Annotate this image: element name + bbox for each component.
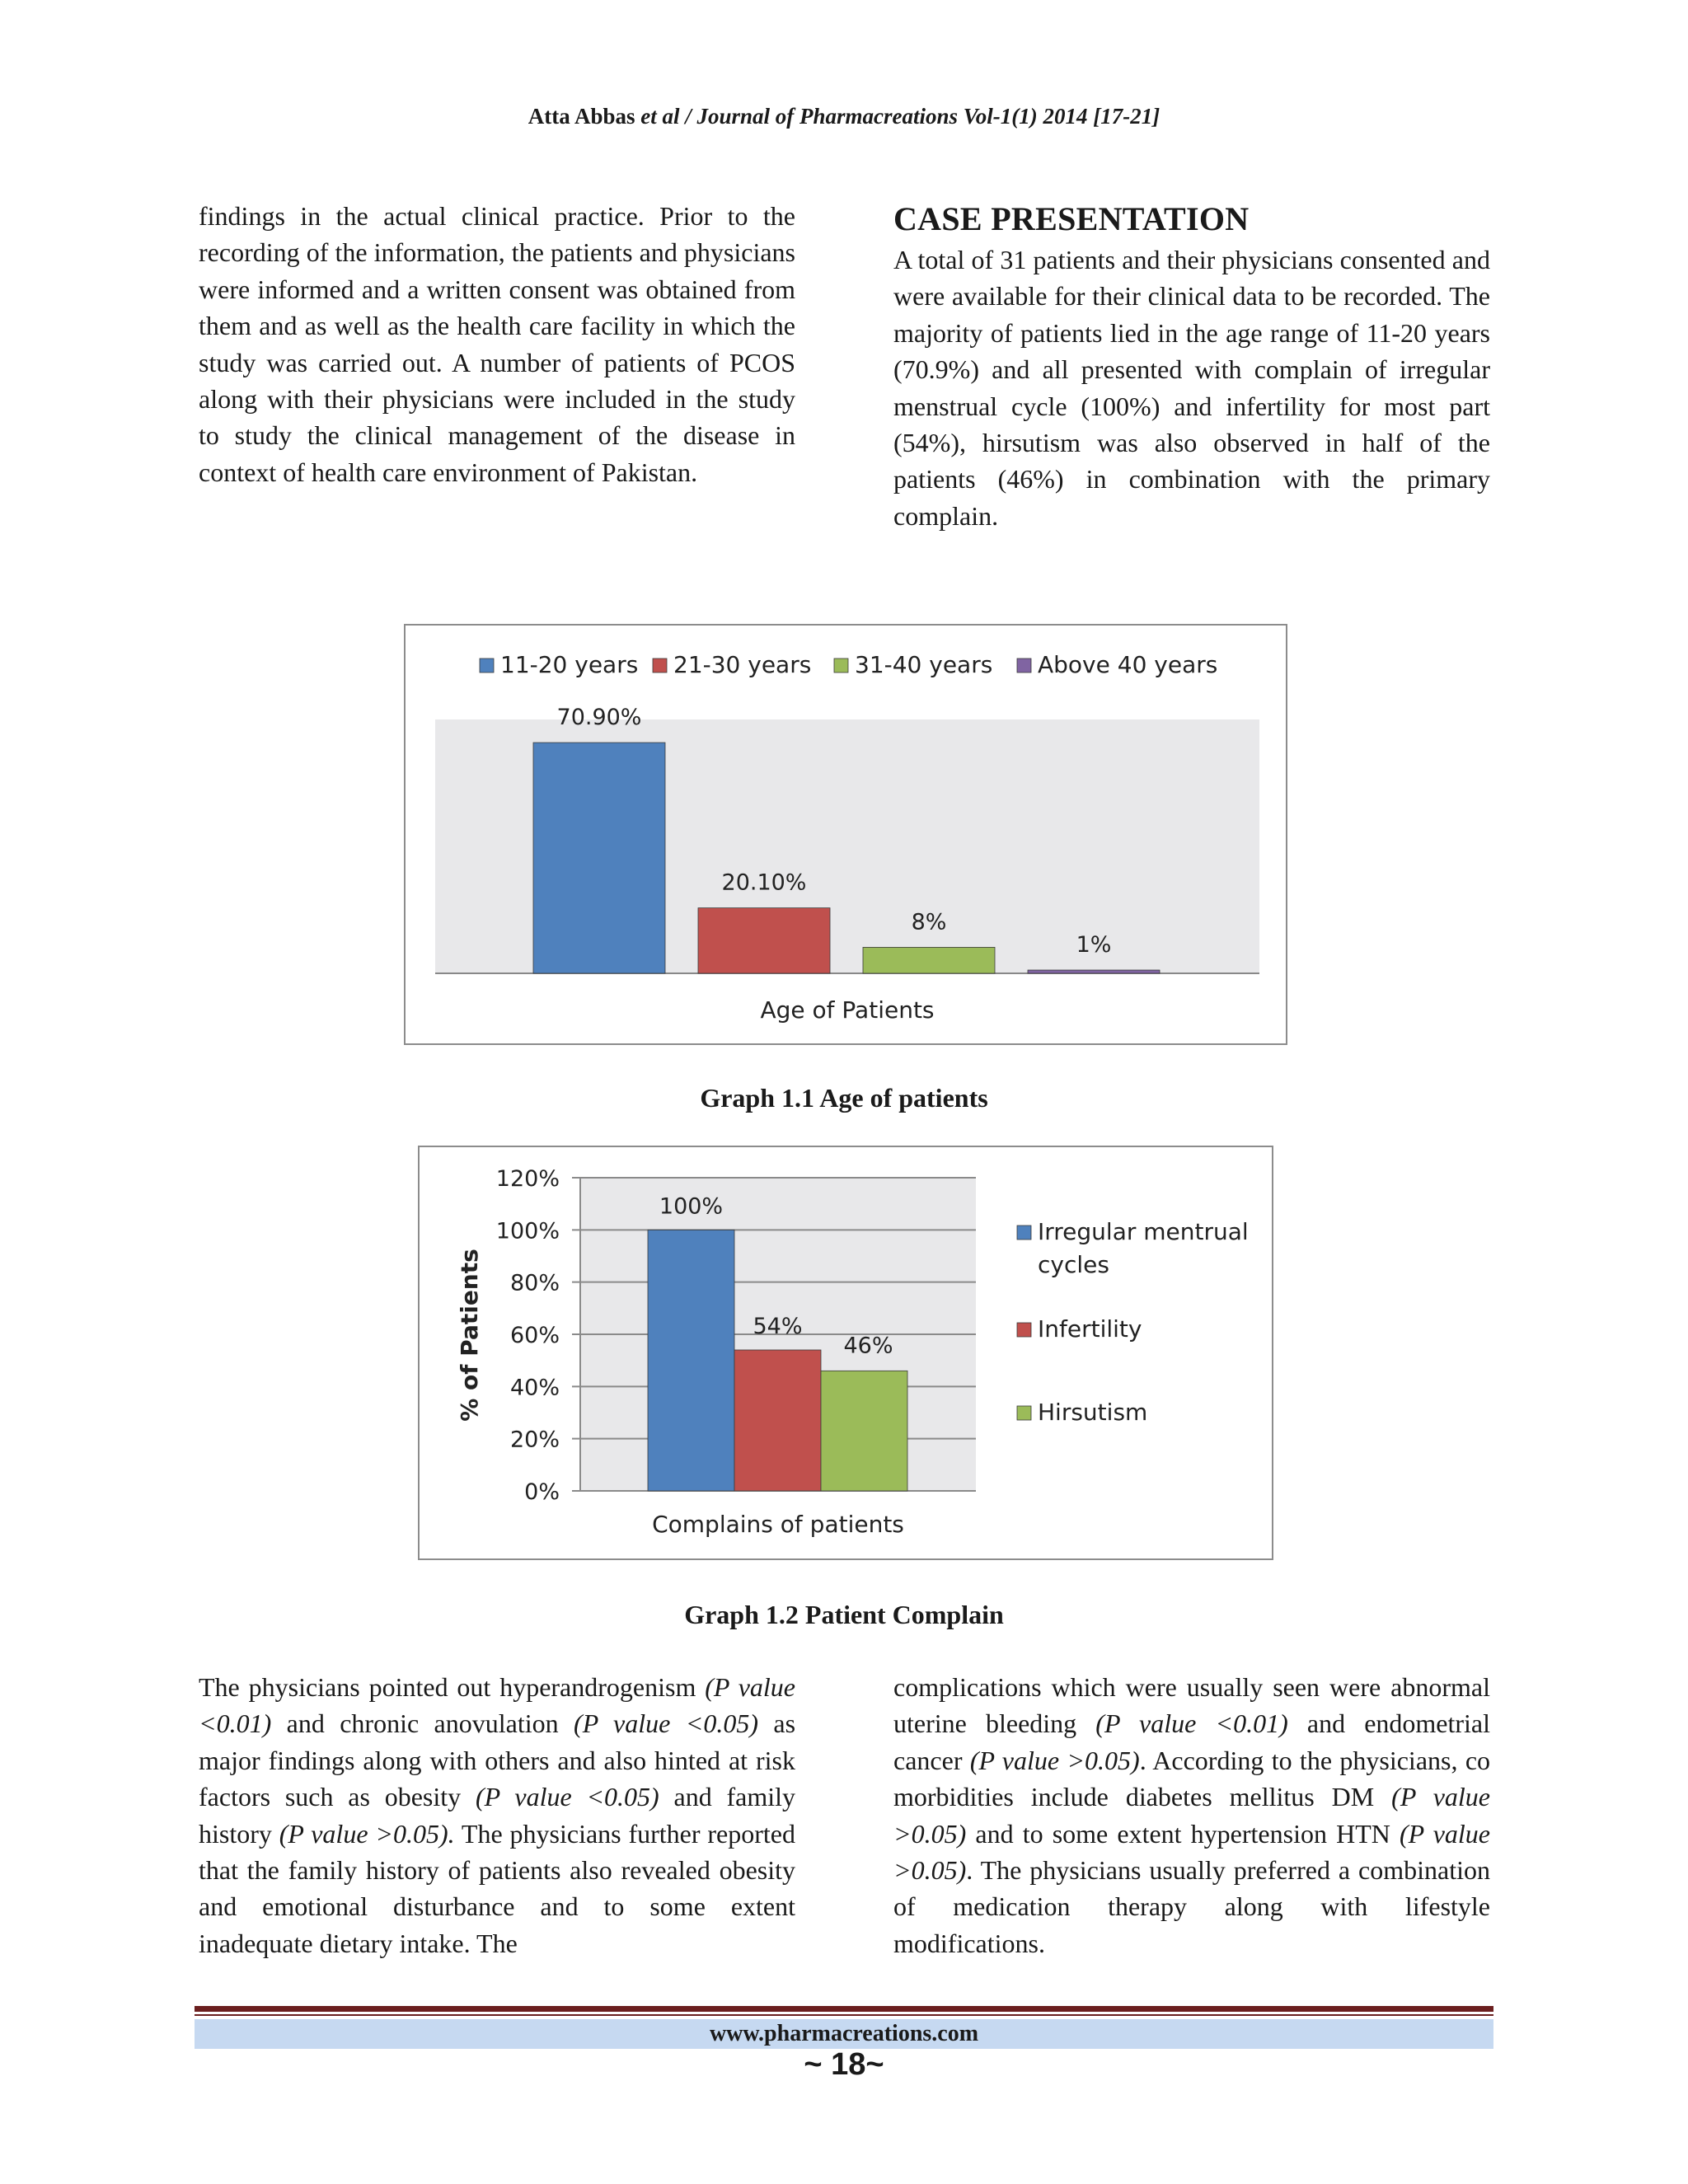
legend-label-1: 11-20 years (500, 651, 639, 678)
graph1-caption: Graph 1.1 Age of patients (700, 1083, 988, 1113)
legend-label-3: 31-40 years (855, 651, 993, 678)
y-tick-label: 80% (509, 1270, 560, 1296)
y-tick-label: 100% (495, 1218, 560, 1244)
legend-swatch-1 (480, 658, 494, 673)
age-chart-svg (406, 626, 1286, 1043)
data-label-1: 100% (659, 1193, 724, 1220)
left-column-top (199, 198, 795, 490)
legend-swatch-4 (1017, 658, 1031, 673)
complications-paragraph: complications which were usually seen were abnormal uterine bleeding (P value <0.01) and endometrial cancer (P value >0.05). According to the physicians, co morbidities include diabetes mellitus DM (P value >0.05) and to some extent hypertension HTN (P value >0.05). The physicians usually preferred a combination of medication therapy along with lifestyle modifications. (893, 1672, 1491, 1958)
header-journal: et al / Journal of Pharmacreations Vol-1(1) 2014 [17-21] (635, 104, 1160, 129)
bar-3 (821, 1371, 907, 1491)
physicians-findings-paragraph: The physicians pointed out hyperandrogenism (P value <0.01) and chronic anovulation (P value <0.05) as major findings along with others and also hinted at risk factors such as obesity (P value <0.05) and family history (P value >0.05). The physicians further reported that the family history of patients also revealed obesity and emotional disturbance and to some extent inadequate dietary intake. The (199, 1672, 796, 1958)
bar-4 (1028, 970, 1160, 973)
x-axis-title: Age of Patients (760, 996, 935, 1024)
intro-paragraph: findings in the actual clinical practice. Prior to the recording of the information, the patients and physicians were informed and a written consent was obtained from them and as well as the health care facility in which the study was carried out. A number of patients of PCOS along with their physicians were included in the study to study the clinical management of the disease in context of health care environment of Pakistan. (199, 201, 795, 487)
bar-1 (648, 1230, 734, 1491)
bar-2 (734, 1350, 821, 1491)
data-label-3: 46% (843, 1333, 893, 1359)
legend-swatch-3 (1017, 1406, 1031, 1420)
legend-label-3: Hirsutism (1038, 1399, 1148, 1426)
data-label-1: 70.90% (556, 705, 642, 731)
data-label-3: 8% (911, 909, 947, 935)
running-header (0, 104, 1688, 129)
footer-rule (195, 2006, 1493, 2012)
graph2-caption: Graph 1.2 Patient Complain (684, 1600, 1004, 1629)
legend-swatch-1 (1017, 1226, 1031, 1240)
legend-label-4: Above 40 years (1038, 651, 1218, 678)
legend-swatch-2 (1017, 1323, 1031, 1337)
bar-3 (863, 947, 995, 973)
y-tick-label: 0% (524, 1479, 560, 1505)
right-column-bottom (893, 1669, 1490, 1961)
data-label-2: 20.10% (721, 869, 807, 896)
age-chart (404, 624, 1287, 1045)
case-presentation-paragraph: A total of 31 patients and their physicians consented and were available for their clinical data to be recorded. The majority of patients lied in the age range of 11-20 years (70.9%) and all presented with complain of irregular menstrual cycle (100%) and infertility for most part (54%), hirsutism was also observed in half of the patients (46%) in combination with the primary complain. (893, 245, 1490, 531)
data-label-2: 54% (753, 1314, 803, 1339)
legend-label-1: Irregular mentrual cycles (1038, 1218, 1249, 1278)
legend-label-2: Infertility (1038, 1315, 1142, 1343)
footer-rule-thin (195, 2014, 1493, 2016)
section-heading-case-presentation: CASE PRESENTATION (893, 200, 1250, 237)
complain-chart (418, 1146, 1273, 1560)
footer-url: www.pharmacreations.com (709, 2021, 979, 2046)
y-axis-title: % of Patients (456, 1249, 483, 1422)
legend-swatch-3 (834, 658, 848, 673)
header-author: Atta Abbas (528, 104, 635, 129)
y-tick-label: 60% (509, 1323, 560, 1348)
data-label-4: 1% (1076, 932, 1112, 958)
right-column-top (893, 200, 1490, 534)
left-column-bottom (199, 1669, 795, 1961)
y-tick-label: 120% (495, 1166, 560, 1192)
complain-chart-svg (420, 1147, 1272, 1558)
x-axis-title: Complains of patients (652, 1511, 904, 1538)
bar-1 (533, 743, 665, 973)
y-tick-label: 20% (509, 1427, 560, 1453)
page-number: ~ 18~ (804, 2047, 884, 2082)
legend-label-2: 21-30 years (673, 651, 812, 678)
y-tick-label: 40% (509, 1375, 560, 1401)
legend-swatch-2 (653, 658, 667, 673)
bar-2 (698, 908, 830, 973)
